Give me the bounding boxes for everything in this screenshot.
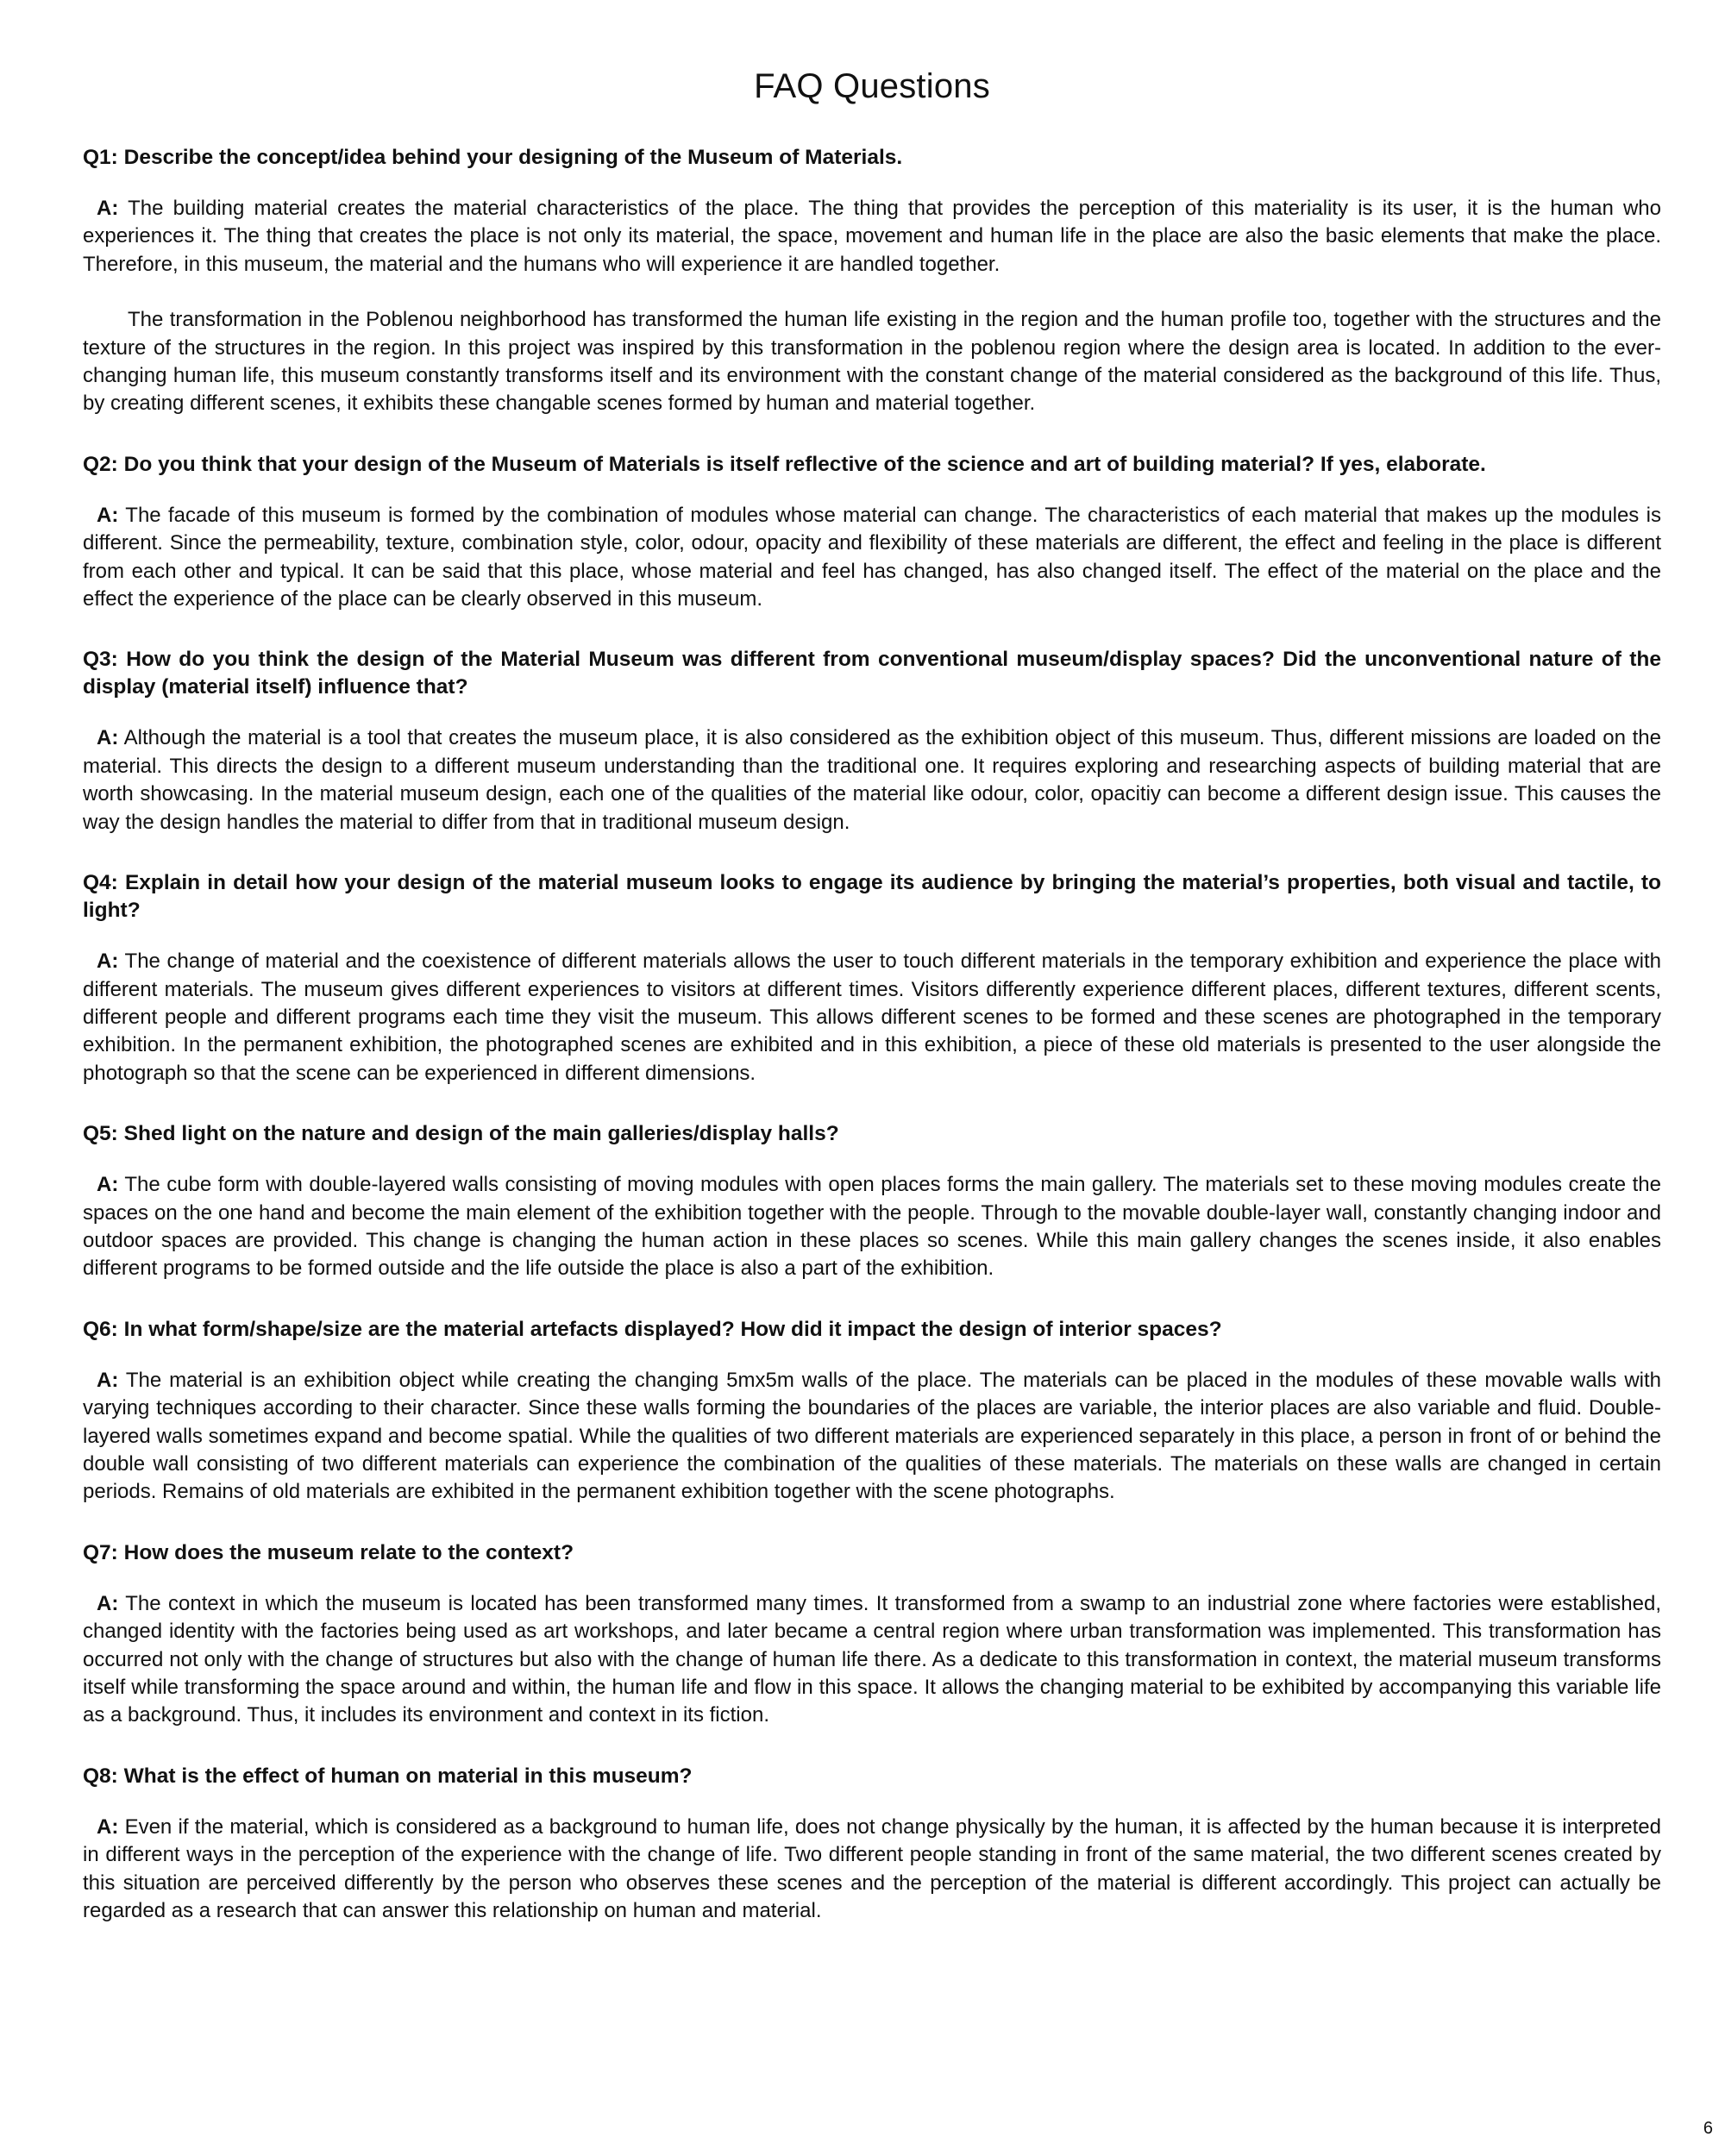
answer-text: The material is an exhibition object while creating the changing 5mx5m walls of the place. The materials can be placed in the modules of these movable walls with varying techniques according to their character. Since these walls forming the boundaries of the places are variable, the interior places are also variable and fluid. Double-layered walls sometimes expand and become spatial. While the qualities of two different materials are experienced separately in this place, a person in front of or behind the double wall consisting of two different materials can experience the combination of the qualities of these materials. The materials on these walls are changed in certain periods. Remains of old materials are exhibited in the permanent exhibition together with the scene photographs. <box>83 1368 1662 1504</box>
faq-item-q1 <box>83 144 1661 418</box>
answer-q6 <box>83 1367 1661 1507</box>
faq-item-q5 <box>83 1120 1661 1283</box>
faq-page <box>83 67 1661 1958</box>
answer-label: A: <box>97 726 119 750</box>
question-q4: Q4: Explain in detail how your design of the material museum looks to engage its audience by bringing the material’s properties, both visual and tactile, to light? <box>83 871 1661 923</box>
question-q1: Q1: Describe the concept/idea behind your designing of the Museum of Materials. <box>83 146 903 169</box>
answer-text: The facade of this museum is formed by the combination of modules whose material can change. The characteristics of each material that makes up the modules is different. Since the permeability, texture, combination style, color, odour, opacity and flexibility of these materials are different, the effect and feeling in the place is different from each other and typical. It can be said that this place, whose material and feel has changed, has also changed itself. The effect of the material on the place and the effect the experience of the place can be clearly observed in this museum. <box>83 503 1662 611</box>
question-q2: Q2: Do you think that your design of the Museum of Materials is itself reflective of the science and art of building material? If yes, elaborate. <box>83 452 1486 476</box>
answer-text: Although the material is a tool that creates the museum place, it is also considered as the exhibition object of this museum. Thus, different missions are loaded on the material. This directs the design to a different museum understanding than the traditional one. It requires exploring and researching aspects of building material that are worth showcasing. In the material museum design, each one of the qualities of the material like odour, color, opacitiy can become a different design issue. This causes the way the design handles the material to differ from that in traditional museum design. <box>83 726 1662 834</box>
question-q7: Q7: How does the museum relate to the context? <box>83 1540 574 1564</box>
answer-label: A: <box>97 1368 119 1392</box>
question-q6: Q6: In what form/shape/size are the material artefacts displayed? How did it impact the design of interior spaces? <box>83 1317 1222 1341</box>
answer-label: A: <box>97 1814 119 1839</box>
answer-text: The cube form with double-layered walls consisting of moving modules with open places forms the main gallery. The materials set to these moving modules create the spaces on the one hand and become the main element of the exhibition together with the people. Through to the movable double-layer wall, constantly changing indoor and outdoor spaces are provided. This change is changing the human action in these places so scenes. While this main gallery changes the scenes inside, it also enables different programs to be formed outside and the life outside the place is also a part of the exhibition. <box>83 1173 1661 1281</box>
answer-label: A: <box>97 503 119 527</box>
answer-label: A: <box>97 1173 119 1197</box>
faq-item-q6 <box>83 1316 1661 1507</box>
answer-text: Even if the material, which is considered as a background to human life, does not change physically by the human, it is affected by the human because it is interpreted in different ways in the perception of the experience with the change of life. Two different people standing in front of the same material, the two different scenes created by this situation are perceived differently by the person who observes these scenes and the perception of the material is different accordingly. This project can actually be regarded as a research that can answer this relationship on human and material. <box>83 1814 1661 1923</box>
page-number: 6 <box>1703 2119 1713 2138</box>
answer-q2 <box>83 502 1661 614</box>
question-q5: Q5: Shed light on the nature and design of the main galleries/display halls? <box>83 1122 839 1146</box>
answer-q1-paragraph-1 <box>83 195 1661 279</box>
page-title: FAQ Questions <box>754 67 990 105</box>
answer-q3 <box>83 724 1661 837</box>
question-q8: Q8: What is the effect of human on material in this museum? <box>83 1764 693 1788</box>
answer-q5 <box>83 1171 1661 1283</box>
answer-label: A: <box>97 950 119 974</box>
answer-text: The change of material and the coexistence of different materials allows the user to touch different materials in the temporary exhibition and experience the place with different materials. The museum gives different experiences to visitors at different times. Visitors differently experience different places, different textures, different scents, different people and different programs each time they visit the museum. This allows different scenes to be formed and these scenes are photographed in the temporary exhibition. In the permanent exhibition, the photographed scenes are exhibited and in this exhibition, a piece of these old materials is presented to the user alongside the photograph so that the scene can be experienced in different dimensions. <box>83 950 1662 1085</box>
faq-item-q2 <box>83 451 1661 614</box>
faq-item-q3 <box>83 646 1661 837</box>
answer-q1-paragraph-2: The transformation in the Poblenou neighborhood has transformed the human life existing in the region and the human profile too, together with the structures and the texture of the structures in the region. In this project was inspired by this transformation in the poblenou region where the design area is located. In addition to the ever-changing human life, this museum constantly transforms itself and its environment with the constant change of the material considered as the background of this life. Thus, by creating different scenes, it exhibits these changable scenes formed by human and material together. <box>83 308 1661 416</box>
faq-item-q8 <box>83 1763 1661 1926</box>
answer-text: The context in which the museum is located has been transformed many times. It transformed from a swamp to an industrial zone where factories were established, changed identity with the factories being used as art workshops, and later became a central region where urban transformation was implemented. This transformation has occurred not only with the change of structures but also with the change of human life there. As a dedicate to this transformation in context, the material museum transforms itself while transforming the space around and within, the human life and flow in this space. It allows the changing material to be exhibited by accompanying this variable life as a background. Thus, it includes its environment and context in its fiction. <box>83 1591 1661 1727</box>
faq-item-q4 <box>83 869 1661 1087</box>
answer-q4 <box>83 948 1661 1087</box>
answer-q8 <box>83 1814 1661 1926</box>
answer-q7 <box>83 1590 1661 1730</box>
answer-label: A: <box>97 197 119 220</box>
faq-item-q7 <box>83 1539 1661 1730</box>
answer-label: A: <box>97 1591 119 1615</box>
question-q3: Q3: How do you think the design of the Material Museum was different from conventional museum/display spaces? Did the unconventional nature of the display (material itself) influence that? <box>83 648 1661 699</box>
answer-text: The building material creates the material characteristics of the place. The thing that provides the perception of this materiality is its user, it is the human who experiences it. The thing that creates the place is not only its material, the space, movement and human life in the place are also the basic elements that make the place. Therefore, in this museum, the material and the humans who will experience it are handled together. <box>83 197 1662 276</box>
